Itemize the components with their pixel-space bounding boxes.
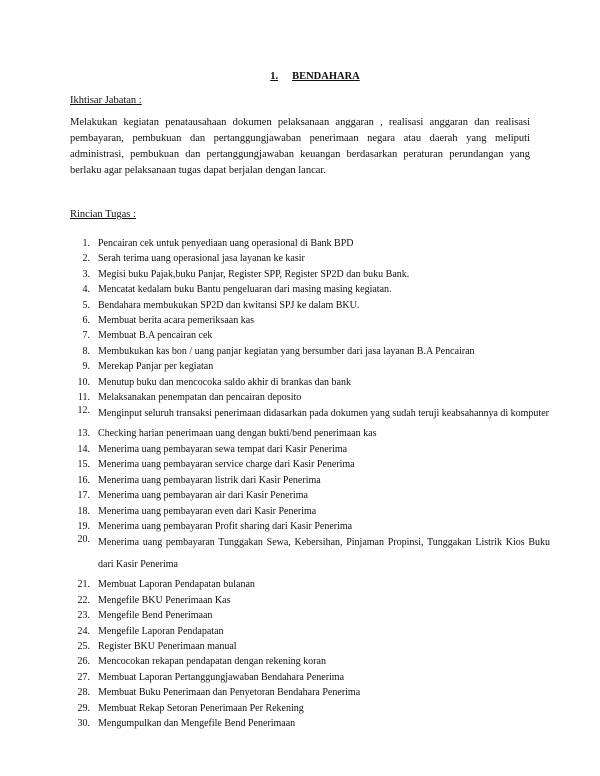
- task-text: Mencocokan rekapan pendapatan dengan rekening koran: [98, 656, 326, 668]
- task-item: [70, 403, 550, 425]
- task-number: 13.: [77, 428, 90, 440]
- task-number: 20.: [77, 534, 90, 546]
- task-item: [70, 654, 550, 669]
- task-number: 7.: [82, 330, 90, 342]
- task-number: 14.: [77, 443, 90, 455]
- task-item: [70, 298, 550, 313]
- task-text: Membuat Laporan Pertanggungjawaban Bendahara Penerima: [98, 671, 345, 683]
- task-item: [70, 457, 550, 472]
- task-item: [70, 359, 550, 374]
- task-text: Menerima uang pembayaran service charge dari Kasir Penerima: [98, 459, 355, 471]
- task-text: Bendahara membukukan SP2D dan kwitansi SPJ ke dalam BKU.: [98, 299, 360, 311]
- task-text: Merekap Panjar per kegiatan: [98, 361, 214, 373]
- task-text: Membukukan kas bon / uang panjar kegiatan yang bersumber dari jasa layanan B.A Pencairan: [98, 345, 475, 357]
- task-item: [70, 236, 550, 251]
- task-text: Membuat B.A pencairan cek: [98, 330, 213, 342]
- task-number: 17.: [77, 490, 90, 502]
- section-title: [0, 71, 600, 82]
- task-item: [70, 577, 550, 592]
- task-item: [70, 267, 550, 282]
- task-text: Menerima uang pembayaran Tunggakan Sewa, Kebersihan, Pinjaman Propinsi, Tunggakan Listrik Kios Buku dari Kasir Penerima: [98, 537, 550, 571]
- task-number: 29.: [77, 702, 90, 714]
- task-item: [70, 251, 550, 266]
- task-number: 6.: [82, 315, 90, 327]
- task-item: [70, 624, 550, 639]
- task-number: 15.: [77, 459, 90, 471]
- task-item: [70, 593, 550, 608]
- task-item: [70, 426, 550, 441]
- task-number: 28.: [77, 687, 90, 699]
- ikhtisar-paragraph: Melakukan kegiatan penatausahaan dokumen pelaksanaan anggaran , realisasi anggaran dan realisasi pembayaran, pembukuan dan pertanggungjawaban penerimaan negara atau daerah yang meliputi administrasi, pembukuan dan pertanggungjawaban keuangan berdasarkan peraturan perundangan yang berlaku agar pelaksanaan tugas dapat berjalan dengan lancar.: [70, 117, 530, 176]
- task-number: 21.: [77, 579, 90, 591]
- task-text: Membuat berita acara pemeriksaan kas: [98, 315, 255, 327]
- task-text: Megisi buku Pajak,buku Panjar, Register SPP, Register SP2D dan buku Bank.: [98, 268, 410, 280]
- task-item: [70, 670, 550, 685]
- task-text: Menerima uang pembayaran sewa tempat dari Kasir Penerima: [98, 443, 348, 455]
- task-item: [70, 488, 550, 503]
- task-text: Serah terima uang operasional jasa layanan ke kasir: [98, 253, 305, 265]
- task-number: 22.: [77, 594, 90, 606]
- task-text: Menerima uang pembayaran Profit sharing dari Kasir Penerima: [98, 520, 353, 532]
- task-text: Mencatat kedalam buku Bantu pengeluaran dari masing masing kegiatan.: [98, 284, 392, 296]
- task-number: 5.: [82, 299, 90, 311]
- task-item: [70, 375, 550, 390]
- task-number: 24.: [77, 625, 90, 637]
- task-item: [70, 608, 550, 623]
- task-text: Checking harian penerimaan uang dengan bukti/bend penerimaan kas: [98, 428, 377, 440]
- task-number: 2.: [82, 253, 90, 265]
- task-item: [70, 504, 550, 519]
- task-text: Menerima uang pembayaran even dari Kasir Penerima: [98, 505, 317, 517]
- task-item: [70, 532, 550, 576]
- task-text: Menerima uang pembayaran listrik dari Kasir Penerima: [98, 474, 321, 486]
- task-text: Menginput seluruh transaksi penerimaan didasarkan pada dokumen yang sudah teruji keabsahannya di komputer: [98, 408, 549, 420]
- task-item: [70, 473, 550, 488]
- task-item: [70, 313, 550, 328]
- task-number: 30.: [77, 717, 90, 729]
- task-text: Menutup buku dan mencocoka saldo akhir di brankas dan bank: [98, 376, 351, 388]
- task-item: [70, 716, 550, 731]
- task-text: Membuat Rekap Setoran Penerimaan Per Rekening: [98, 702, 304, 714]
- task-text: Mengefile BKU Penerimaan Kas: [98, 594, 231, 606]
- section-title-text: BENDAHARA: [292, 71, 360, 82]
- task-number: 26.: [77, 656, 90, 668]
- task-item: [70, 685, 550, 700]
- task-item: [70, 328, 550, 343]
- task-list: [70, 236, 550, 731]
- task-number: 25.: [77, 640, 90, 652]
- task-number: 11.: [77, 392, 90, 404]
- task-text: Menerima uang pembayaran air dari Kasir Penerima: [98, 490, 308, 502]
- task-text: Membuat Laporan Pendapatan bulanan: [98, 579, 255, 591]
- task-number: 9.: [82, 361, 90, 373]
- task-number: 1.: [82, 238, 90, 249]
- task-number: 27.: [77, 671, 90, 683]
- task-number: 10.: [77, 376, 90, 388]
- task-number: 18.: [77, 505, 90, 517]
- task-number: 16.: [77, 474, 90, 486]
- task-text: Register BKU Penerimaan manual: [98, 640, 237, 652]
- task-number: 3.: [82, 268, 90, 280]
- ikhtisar-heading: Ikhtisar Jabatan :: [70, 95, 142, 106]
- task-number: 12.: [77, 405, 90, 417]
- task-item: [70, 701, 550, 716]
- task-text: Mengumpulkan dan Mengefile Bend Penerimaan: [98, 717, 296, 729]
- task-text: Mengefile Bend Penerimaan: [98, 610, 213, 622]
- task-item: [70, 442, 550, 457]
- task-number: 23.: [77, 610, 90, 622]
- task-text: Melaksanakan penempatan dan pencairan deposito: [98, 392, 302, 404]
- task-item: [70, 344, 550, 359]
- task-text: Membuat Buku Penerimaan dan Penyetoran Bendahara Penerima: [98, 687, 361, 699]
- task-item: [70, 639, 550, 654]
- task-number: 8.: [82, 345, 90, 357]
- task-number: 4.: [82, 284, 90, 296]
- task-item: [70, 282, 550, 297]
- task-text: Pencairan cek untuk penyediaan uang operasional di Bank BPD: [98, 238, 354, 249]
- task-number: 19.: [77, 520, 90, 532]
- rincian-heading: Rincian Tugas :: [70, 209, 136, 220]
- section-number: 1.: [270, 71, 279, 82]
- task-text: Mengefile Laporan Pendapatan: [98, 625, 224, 637]
